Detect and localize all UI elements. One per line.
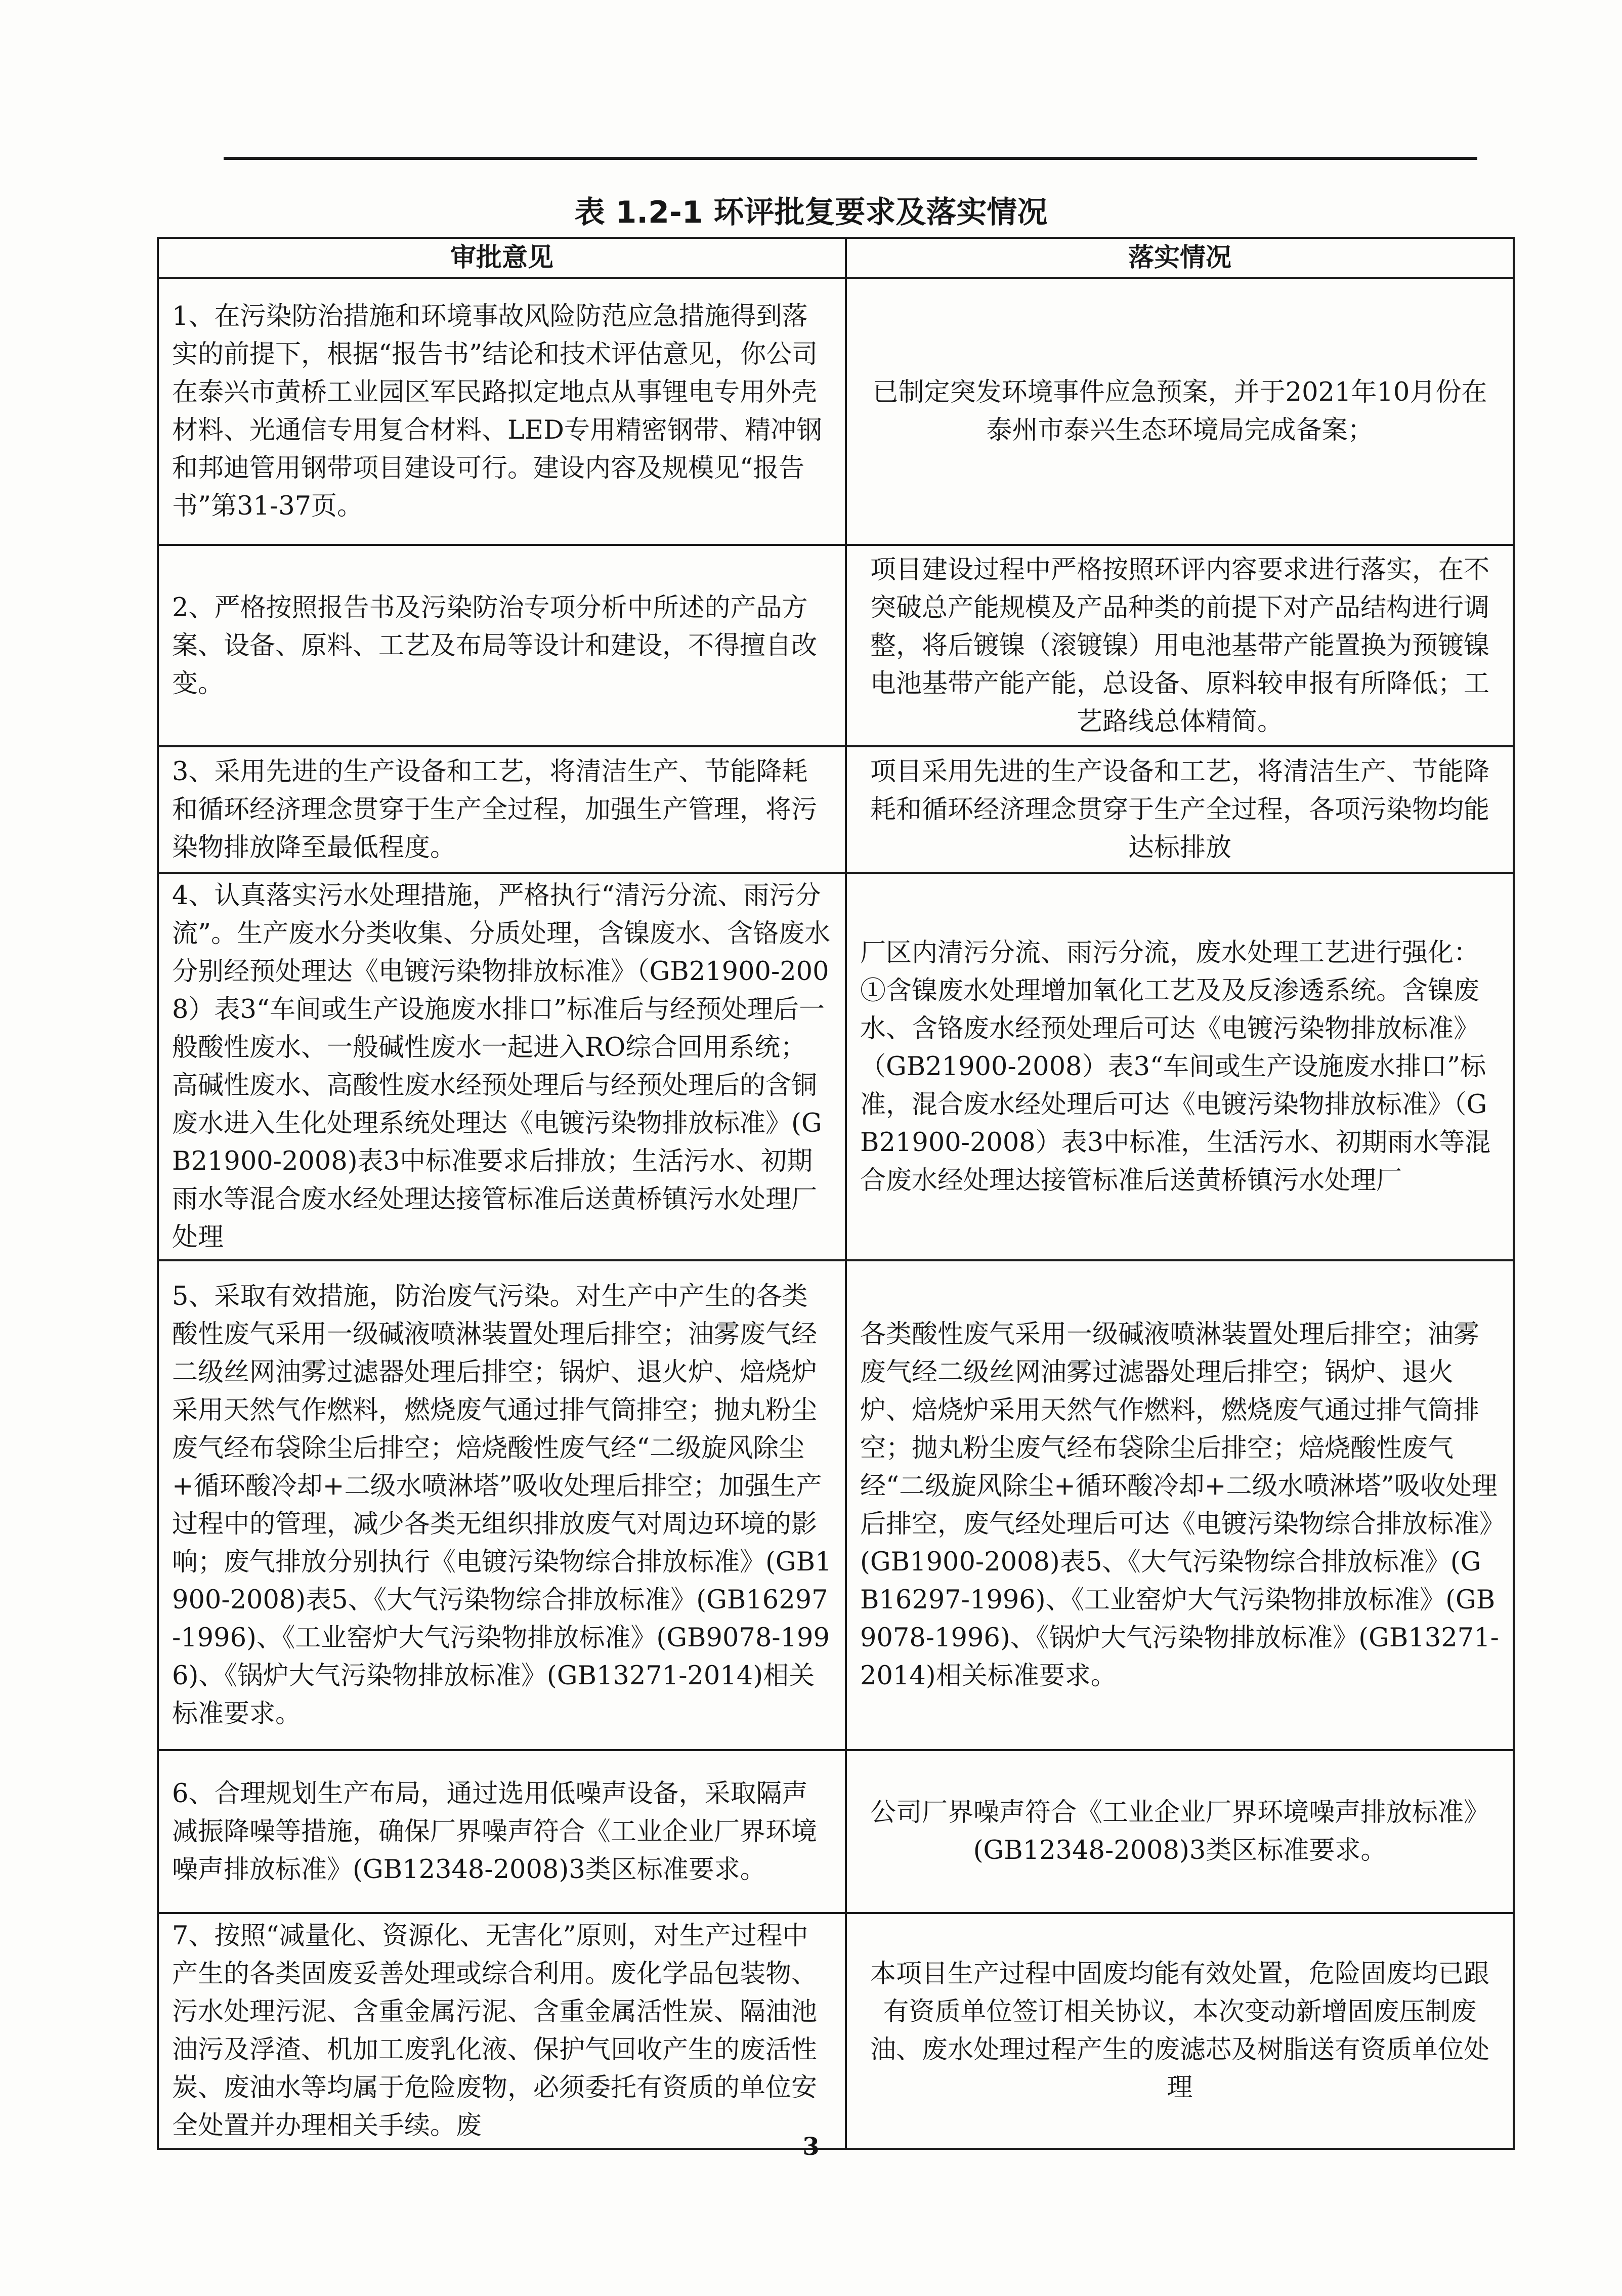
table-row xyxy=(158,278,1514,545)
approval-cell: 3、采用先进的生产设备和工艺，将清洁生产、节能降耗和循环经济理念贯穿于生产全过程，加强生产管理，将污染物排放降至最低程度。 xyxy=(158,746,846,873)
implementation-cell: 公司厂界噪声符合《工业企业厂界环境噪声排放标准》(GB12348-2008)3类区标准要求。 xyxy=(846,1750,1514,1913)
page-number: 3 xyxy=(802,2133,820,2161)
implementation-cell: 项目采用先进的生产设备和工艺，将清洁生产、节能降耗和循环经济理念贯穿于生产全过程，各项污染物均能达标排放 xyxy=(846,746,1514,873)
table-row xyxy=(158,873,1514,1260)
approval-cell: 4、认真落实污水处理措施，严格执行“清污分流、雨污分流”。生产废水分类收集、分质处理，含镍废水、含铬废水分别经预处理达《电镀污染物排放标准》（GB21900-2008）表3“车间或生产设施废水排口”标准后与经预处理后一般酸性废水、一般碱性废水一起进入RO综合回用系统；高碱性废水、高酸性废水经预处理后与经预处理后的含铜废水进入生化处理系统处理达《电镀污染物排放标准》(GB21900-2008)表3中标准要求后排放；生活污水、初期雨水等混合废水经处理达接管标准后送黄桥镇污水处理厂处理 xyxy=(158,873,846,1260)
implementation-cell: 各类酸性废气采用一级碱液喷淋装置处理后排空；油雾废气经二级丝网油雾过滤器处理后排空；锅炉、退火炉、焙烧炉采用天然气作燃料，燃烧废气通过排气筒排空；抛丸粉尘废气经布袋除尘后排空；焙烧酸性废气经“二级旋风除尘+循环酸冷却+二级水喷淋塔”吸收处理后排空，废气经处理后可达《电镀污染物综合排放标准》(GB1900-2008)表5、《大气污染物综合排放标准》(GB16297-1996)、《工业窑炉大气污染物排放标准》(GB9078-1996)、《锅炉大气污染物排放标准》(GB13271-2014)相关标准要求。 xyxy=(846,1260,1514,1750)
implementation-cell: 项目建设过程中严格按照环评内容要求进行落实，在不突破总产能规模及产品种类的前提下对产品结构进行调整，将后镀镍（滚镀镍）用电池基带产能置换为预镀镍电池基带产能产能，总设备、原料较申报有所降低；工艺路线总体精简。 xyxy=(846,545,1514,746)
approval-cell: 7、按照“减量化、资源化、无害化”原则，对生产过程中产生的各类固废妥善处理或综合利用。废化学品包装物、污水处理污泥、含重金属污泥、含重金属活性炭、隔油池油污及浮渣、机加工废乳化液、保护气回收产生的废活性炭、废油水等均属于危险废物，必须委托有资质的单位安全处置并办理相关手续。废 xyxy=(158,1913,846,2149)
column-header-implementation: 落实情况 xyxy=(846,238,1514,278)
table-row xyxy=(158,1913,1514,2149)
approval-table xyxy=(157,237,1515,2150)
header-rule xyxy=(224,157,1477,160)
table-row xyxy=(158,545,1514,746)
approval-cell: 1、在污染防治措施和环境事故风险防范应急措施得到落实的前提下，根据“报告书”结论和技术评估意见，你公司在泰兴市黄桥工业园区军民路拟定地点从事锂电专用外壳材料、光通信专用复合材料、LED专用精密钢带、精冲钢和邦迪管用钢带项目建设可行。建设内容及规模见“报告书”第31-37页。 xyxy=(158,278,846,545)
table-header-row xyxy=(158,238,1514,278)
approval-cell: 6、合理规划生产布局，通过选用低噪声设备，采取隔声减振降噪等措施，确保厂界噪声符合《工业企业厂界环境噪声排放标准》(GB12348-2008)3类区标准要求。 xyxy=(158,1750,846,1913)
table-row xyxy=(158,1750,1514,1913)
implementation-cell: 厂区内清污分流、雨污分流，废水处理工艺进行强化：①含镍废水处理增加氧化工艺及及反渗透系统。含镍废水、含铬废水经预处理后可达《电镀污染物排放标准》（GB21900-2008）表3“车间或生产设施废水排口”标准，混合废水经处理后可达《电镀污染物排放标准》（GB21900-2008）表3中标准，生活污水、初期雨水等混合废水经处理达接管标准后送黄桥镇污水处理厂 xyxy=(846,873,1514,1260)
implementation-cell: 已制定突发环境事件应急预案，并于2021年10月份在泰州市泰兴生态环境局完成备案； xyxy=(846,278,1514,545)
implementation-cell: 本项目生产过程中固废均能有效处置，危险固废均已跟有资质单位签订相关协议，本次变动新增固废压制废油、废水处理过程产生的废滤芯及树脂送有资质单位处理 xyxy=(846,1913,1514,2149)
table-row xyxy=(158,1260,1514,1750)
table-title: 表 1.2-1 环评批复要求及落实情况 xyxy=(574,195,1048,230)
column-header-approval: 审批意见 xyxy=(158,238,846,278)
approval-cell: 2、严格按照报告书及污染防治专项分析中所述的产品方案、设备、原料、工艺及布局等设计和建设，不得擅自改变。 xyxy=(158,545,846,746)
table-row xyxy=(158,746,1514,873)
approval-cell: 5、采取有效措施，防治废气污染。对生产中产生的各类酸性废气采用一级碱液喷淋装置处理后排空；油雾废气经二级丝网油雾过滤器处理后排空；锅炉、退火炉、焙烧炉采用天然气作燃料，燃烧废气通过排气筒排空；抛丸粉尘废气经布袋除尘后排空；焙烧酸性废气经“二级旋风除尘+循环酸冷却+二级水喷淋塔”吸收处理后排空；加强生产过程中的管理，减少各类无组织排放废气对周边环境的影响；废气排放分别执行《电镀污染物综合排放标准》(GB1900-2008)表5、《大气污染物综合排放标准》(GB16297-1996)、《工业窑炉大气污染物排放标准》(GB9078-1996)、《锅炉大气污染物排放标准》(GB13271-2014)相关标准要求。 xyxy=(158,1260,846,1750)
